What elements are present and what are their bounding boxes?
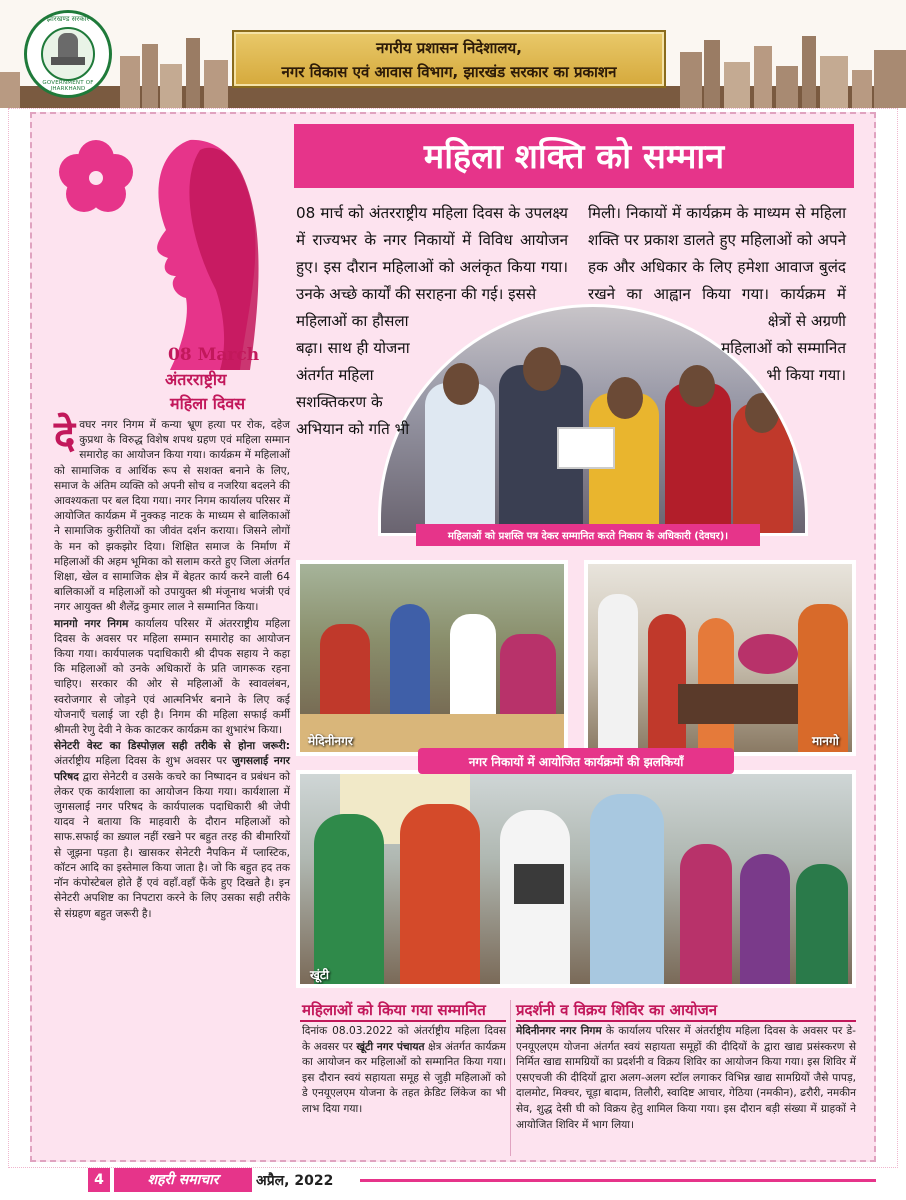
masthead [0, 0, 906, 108]
para-3-text-a: अंतर्राष्ट्रीय महिला दिवस के शुभ अवसर पर [54, 755, 233, 768]
page-number: 4 [88, 1168, 110, 1192]
collage-ribbon [418, 748, 734, 774]
person-figure [590, 794, 664, 988]
pillar-shape [58, 33, 78, 59]
honour-text-b: क्षेत्र अंतर्गत कार्यक्रम का आयोजन कर महिलाओं को सम्मानित किया गया। इस दौरान स्वयं सहायता समूह से जुड़ी महिलाओं को डे एनयूएलएम योजना के तहत क्रेडिट लिंकेज का भी लाभ दिया गया। [302, 1040, 506, 1115]
mango-photo [584, 560, 856, 756]
left-article-para-1-text: वघर नगर निगम में कन्या भ्रूण हत्या पर रोक, दहेज कुप्रथा के विरुद्ध विशेष शपथ ग्रहण एवं महिला सम्मान समारोह का आयोजन किया गया। कार्यक्रम में महिलाओं को सामाजिक व आर्थिक रूप से सशक्त बनाने के लिए, समाज के अंतिम व्यक्ति को अपनी सोच व नजरिया बदलने की आवश्यकता पर बल दिया गया। नगर निगम कार्यालय परिसर में आयोजित कार्यक्रम में नुक्कड़ नाटक के माध्यम से बालिकाओं ने सामाजिक कुरीतियों का जीवंत दर्शन कराया। जिसने लोगों के मन को झकझोर दिया। शिक्षित समाज के निर्माण में महिलाओं की अहम भूमिका को सलाम करते हुए जिला अंतर्गत शिक्षा, खेल व सामाजिक क्षेत्र में बेहतर कार्य करने वाली 64 बालिकाओं व महिलाओं को उपायुक्त श्री मंजूनाथ भजंत्री एवं नगर आयुक्त श्री शैलेंद्र कुमार लाल ने सम्मानित किया। [54, 419, 290, 614]
intro-wrap-column-2: क्षेत्रों से अग्रणी महिलाओं को सम्मानित भी किया गया। [721, 312, 846, 384]
honour-section-text [302, 1024, 506, 1118]
person-figure [796, 864, 848, 988]
mango-label: मानगो [812, 734, 839, 748]
person-head [443, 363, 479, 405]
certificate [557, 427, 615, 469]
womens-day-label-2: महिला दिवस [170, 394, 246, 413]
intro-wrap-column-1: महिलाओं का हौसला बढ़ा। साथ ही योजना अंतर्गत महिला सशक्तिकरण के अभियान को गति भी [296, 312, 410, 438]
section-divider [300, 1020, 506, 1022]
exhibition-section-title: प्रदर्शनी व विक्रय शिविर का आयोजन [516, 1001, 718, 1019]
khunti-name: खूंटी नगर पंचायत [356, 1040, 425, 1053]
headline-banner [294, 124, 854, 188]
person-figure [400, 804, 480, 988]
left-article [54, 413, 290, 923]
person-figure [314, 814, 384, 988]
left-article-para-3 [54, 739, 290, 921]
medininagar-label: मेदिनीनगर [308, 734, 353, 748]
person-head [679, 365, 715, 407]
left-article-para-2-text: कार्यालय परिसर में अंतरराष्ट्रीय महिला दिवस के अवसर पर महिला सम्मान समारोह का आयोजन किया गया। कार्यपालक पदाधिकारी श्री दीपक सहाय ने कहा कि महिलाओं को उनके अधिकारों के प्रति जागरूक रहना चाहिए। सरकार की ओर से महिलाओं के स्वावलंबन, स्वरोजगार से जोड़ने एवं आत्मनिर्भर बनाने के लिए कई योजनाएँ चलाई जा रही है। निगम की महिला सफाई कर्मी श्रीमती रेणु देवी ने केक काटकर कार्यक्रम का शुभारंभ किया। [54, 617, 290, 737]
person-figure [425, 383, 495, 533]
person-figure [740, 854, 790, 988]
medininagar-photo [296, 560, 568, 756]
person-head [523, 347, 561, 391]
intro-column-1: 08 मार्च को अंतरराष्ट्रीय महिला दिवस के उपलक्ष्य में राज्यभर के नगर निकायों में विविध आयोजन हुए। इस दौरान महिलाओं को अलंकृत किया गया। उनके अच्छे कार्यों की सराहना की गई। इससे [296, 204, 568, 303]
march-date: 08 March [168, 345, 260, 365]
sanitary-heading: सेनेटरी वेस्ट का डिस्पोज़ल सही तरीके से होना जरूरी: [54, 740, 290, 753]
publisher-banner [232, 30, 666, 88]
publisher-line-1: नगरीय प्रशासन निदेशालय, [376, 39, 522, 57]
para-3-text-b: द्वारा सेनेटरी व उसके कचरे का निष्पादन व प्रबंधन को लेकर एक कार्यशाला का आयोजन किया गया। कार्यशाला में जुगसलाई नगर परिषद के कार्यपालक पदाधिकारी श्री जेपी यादव ने बताया कि माहवारी के दौरान महिलाओं को साफ.सफाई का ख़्याल नहीं रखने पर बहुत तरह की बीमारियों से जूझना पड़ता है। खासकर सेनेटरी नैपकिन में प्लास्टिक, कॉटन आदि का इस्तेमाल किया जाता है। जो कि बहुत हद तक नॉन कंपोस्टेबल होते हैं एवं वहाँ.वहाँ फेंके हुए दिखते है। इन सेनेटरी अपशिष्ट का निपटारा करने के लिए उसका सही तरीके से संग्रहण बहुत जरूरी है। [54, 770, 290, 920]
jugsalai-name: जुगसलाई नगर परिषद [54, 755, 290, 783]
headline: महिला शक्ति को सम्मान [423, 137, 725, 177]
person-head [745, 393, 779, 433]
exhibition-text: के कार्यालय परिसर में अंतर्राष्ट्रीय महिला दिवस के अवसर पर डे-एनयूएलएम योजना अंतर्गत स्वयं सहायता समूहों की दीदियों के द्वारा खाद्य प्रसंस्करण से निर्मित खाद्य सामग्रियों का प्रदर्शनी व विक्रय शिविर का आयोजन किया गया। इस शिविर में एसएचजी की दीदियों द्वारा अलग-अलग स्टॉल लगाकर विभिन्न खाद्य सामग्रियों जैसे पापड़, दालमोट, मिक्चर, चूड़ा बादाम, तिलौरी, स्वादिष्ट आचार, गेठिया (नमकीन), ढरौरी, नमकीन सेव, शुद्ध देसी घी को विक्रय हेतु शामिल किया गया। इस दौरान बड़ी संख्या में ग्राहकों ने आयोजित शिविर में भाग लिया। [516, 1025, 857, 1131]
khunti-label: खूंटी [310, 968, 329, 982]
publication-name: शहरी समाचार [114, 1168, 252, 1192]
pillar-base [51, 57, 85, 65]
dropcap: दे [54, 413, 76, 459]
flower-cake [738, 634, 798, 674]
main-photo-caption: महिलाओं को प्रशस्ति पत्र देकर सम्मानित करते निकाय के अधिकारी (देवघर)। [447, 531, 729, 542]
government-emblem [24, 10, 112, 98]
collage-ribbon-text: नगर निकायों में आयोजित कार्यक्रमों की झलकियाँ [468, 755, 684, 769]
page-footer [30, 1168, 876, 1192]
person-figure [680, 844, 732, 988]
women-day-face-illustration [40, 120, 280, 420]
section-divider [516, 1020, 856, 1022]
honour-section-title: महिलाओं को किया गया सम्मानित [302, 1001, 486, 1019]
person-figure [598, 594, 638, 754]
photo-caption-box [416, 524, 760, 546]
emblem-bottom-text: GOVERNMENT OF JHARKHAND [42, 80, 94, 92]
medininagar-name: मेदिनीनगर नगर निगम [516, 1025, 602, 1037]
womens-day-label-1: अंतरराष्ट्रीय [165, 370, 227, 389]
certificate-frame [514, 864, 564, 904]
emblem-top-text: झारखण्ड सरकार [46, 15, 90, 23]
honour-text-a: दिनांक 08.03.2022 को अंतर्राष्ट्रीय महिला दिवस के अवसर पर [302, 1025, 506, 1053]
left-article-para-2 [54, 617, 290, 739]
exhibition-section-text [516, 1024, 856, 1133]
table [678, 684, 798, 724]
mango-heading: मानगो नगर निगम [54, 617, 129, 630]
intro-column-2: मिली। निकायों में कार्यक्रम के माध्यम से महिला शक्ति पर प्रकाश डालते हुए महिलाओं को अपने हक और अधिकार के लिए हमेशा आवाज बुलंद रखने का आह्वान किया गया। कार्यक्रम में [588, 204, 846, 303]
khunti-photo [296, 770, 856, 988]
person-head [607, 377, 643, 419]
column-divider [510, 1000, 511, 1156]
left-article-para-1 [54, 413, 290, 616]
publisher-line-2: नगर विकास एवं आवास विभाग, झारखंड सरकार का प्रकाशन [281, 63, 617, 81]
footer-rule [360, 1179, 876, 1182]
issue-date: अप्रैल, 2022 [256, 1173, 334, 1189]
